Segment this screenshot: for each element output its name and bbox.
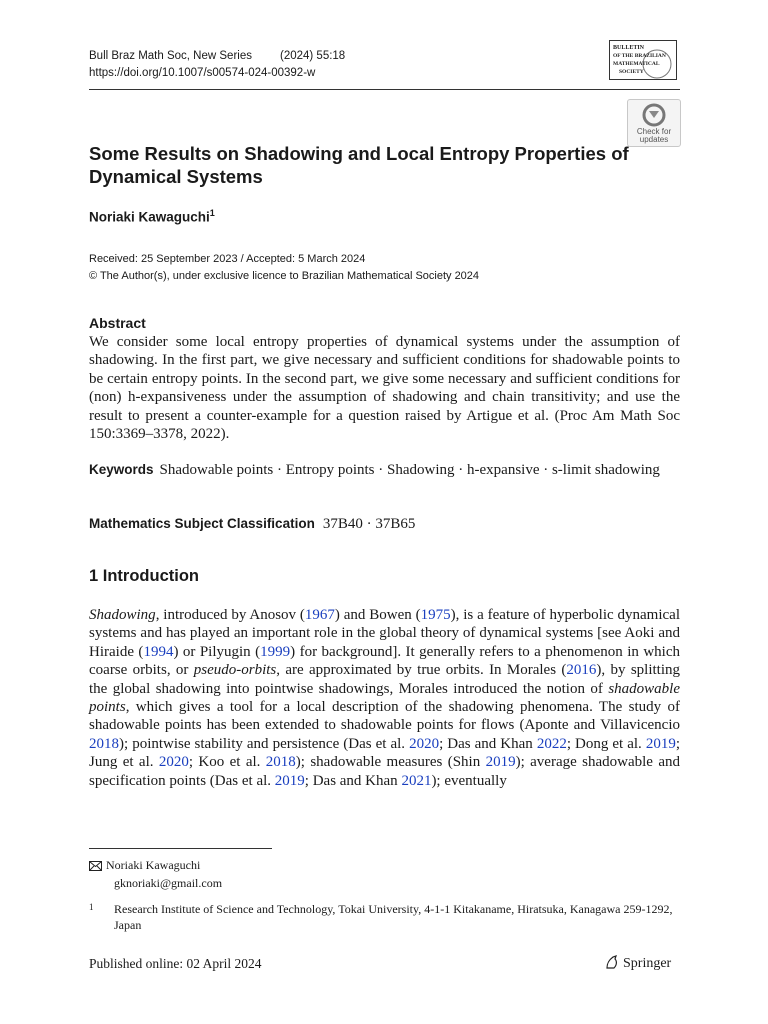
citation-link[interactable]: 1975 — [420, 607, 451, 623]
intro-text: , introduced by Anosov ( — [155, 607, 305, 623]
intro-text: , which gives a tool for a local description of the shadowing phenomena. The study of shadowable points has been extended to shadowable points for flows (Aponte and Villavicencio — [89, 699, 680, 734]
contact-name: Noriaki Kawaguchi — [106, 858, 201, 872]
abstract-text: We consider some local entropy properties of dynamical systems under the assumption of shadowing. In the first part, we give necessary and sufficient conditions for shadowable points to be certain entropy points. In the second part, we give some necessary and sufficient conditions for (non) h-expansiveness under the assumption of shadowing and chain transitivity; and use the result to present a counter-example for a question raised by Artigue et al. (Proc Am Math Soc 150:3369–3378, 2022). — [89, 334, 680, 443]
intro-text: ); shadowable measures (Shin — [295, 754, 486, 771]
citation-link[interactable]: 2020 — [409, 735, 440, 752]
citation-link[interactable]: 2019 — [485, 754, 516, 771]
intro-emphasis: Shadowing — [89, 607, 156, 623]
svg-text:BULLETIN: BULLETIN — [613, 45, 645, 51]
received-accepted: Received: 25 September 2023 / Accepted: 5 March 2024 — [89, 253, 366, 265]
corresponding-author — [89, 857, 222, 891]
intro-text: ), is a feature of hyperbolic dynamical systems and has played an important role in the global theory of dynamical systems [see Aoki and Hiraide ( — [89, 607, 680, 660]
svg-text:MATHEMATICAL: MATHEMATICAL — [613, 61, 660, 67]
msc-label: Mathematics Subject Classification — [89, 516, 315, 531]
intro-emphasis: shadowable points — [89, 680, 680, 716]
publisher-name: Springer — [623, 956, 672, 971]
volume-info: (2024) 55:18 — [279, 50, 346, 62]
keywords — [89, 461, 680, 479]
citation-link[interactable]: 2016 — [566, 662, 597, 679]
intro-text: ; Koo et al. — [188, 754, 266, 771]
keywords-label: Keywords — [89, 462, 154, 477]
journal-name: Bull Braz Math Soc, New Series — [89, 50, 252, 62]
contact-email[interactable]: gknoriaki@gmail.com — [114, 876, 223, 890]
intro-text: ; Das and Khan — [439, 735, 537, 752]
citation-link[interactable]: 2018 — [265, 754, 296, 771]
check-for-updates-badge[interactable] — [627, 99, 681, 147]
citation-link[interactable]: 2018 — [89, 735, 119, 752]
intro-text: ) for background]. It generally refers to a phenomenon in which coarse orbits, or — [89, 643, 680, 679]
msc — [89, 515, 415, 533]
citation-link[interactable]: 2021 — [401, 772, 432, 789]
intro-text: ; Jung et al. — [89, 735, 680, 771]
svg-text:SOCIETY: SOCIETY — [619, 69, 644, 75]
citation-link[interactable]: 2019 — [645, 735, 676, 752]
publisher-logo — [604, 954, 671, 972]
intro-text: ; Das and Khan — [304, 772, 402, 789]
citation-link[interactable]: 1994 — [143, 643, 174, 660]
author-name: Noriaki Kawaguchi — [89, 209, 210, 225]
header-rule — [89, 89, 680, 90]
svg-text:OF THE BRAZILIAN: OF THE BRAZILIAN — [613, 53, 666, 59]
intro-text: ; Dong et al. — [566, 735, 646, 752]
envelope-icon — [89, 859, 106, 875]
running-header — [89, 48, 345, 82]
published-online: Published online: 02 April 2024 — [89, 956, 262, 971]
footnote-rule — [89, 848, 272, 849]
intro-text: ) or Pilyugin ( — [173, 643, 261, 660]
intro-text: ), by splitting the global shadowing into pointwise shadowings, Morales introduced the notion of — [89, 662, 681, 697]
doi-link[interactable]: https://doi.org/10.1007/s00574-024-00392-w — [89, 67, 316, 79]
msc-codes: 37B40 · 37B65 — [322, 516, 416, 532]
affiliation-footnote — [89, 901, 680, 933]
intro-text: , are approximated by true orbits. In Morales ( — [276, 662, 567, 679]
intro-text: ); eventually — [431, 772, 507, 789]
affiliation-number: 1 — [89, 902, 94, 912]
intro-text: ); pointwise stability and persistence (Das et al. — [119, 735, 410, 752]
citation-link[interactable]: 1999 — [260, 643, 291, 660]
abstract-heading: Abstract — [89, 315, 146, 331]
intro-text: ); average shadowable and specification points (Das et al. — [89, 754, 680, 789]
citation-link[interactable]: 1967 — [304, 607, 335, 623]
check-updates-label: Check for updates — [636, 127, 672, 144]
copyright: © The Author(s), under exclusive licence to Brazilian Mathematical Society 2024 — [89, 270, 480, 282]
intro-emphasis: pseudo-orbits — [193, 662, 277, 679]
author-affiliation-mark[interactable]: 1 — [209, 208, 215, 218]
author-line — [89, 208, 215, 225]
citation-link[interactable]: 2020 — [158, 754, 189, 771]
intro-text: ) and Bowen ( — [334, 607, 421, 623]
journal-logo — [609, 40, 677, 80]
keywords-text: Shadowable points · Entropy points · Shadowing · h-expansive · s-limit shadowing — [159, 462, 660, 478]
springer-horse-icon — [604, 954, 620, 970]
introduction-paragraph — [89, 606, 680, 790]
section-heading-introduction: 1 Introduction — [89, 567, 199, 585]
citation-link[interactable]: 2019 — [274, 772, 305, 789]
citation-link[interactable]: 2022 — [536, 735, 567, 752]
publication-dates — [89, 251, 479, 285]
article-title: Some Results on Shadowing and Local Entropy Properties of Dynamical Systems — [89, 143, 629, 187]
check-updates-icon — [641, 103, 667, 127]
affiliation-text: Research Institute of Science and Technology, Tokai University, 4-1-1 Kitakaname, Hiratsuka, Kanagawa 259-1292, Japan — [114, 902, 673, 932]
